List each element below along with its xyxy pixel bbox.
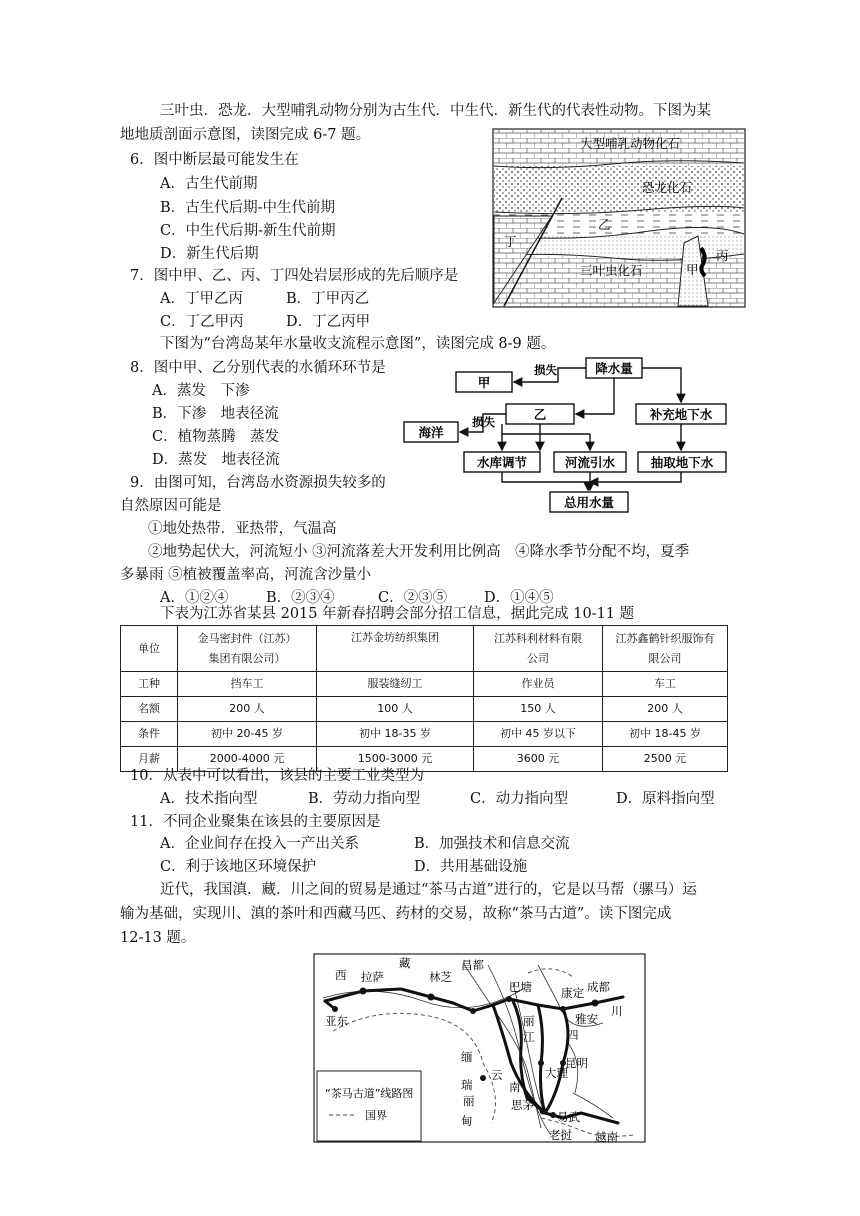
label-yi: 乙 bbox=[598, 217, 611, 232]
table-header: 月薪 bbox=[121, 747, 178, 772]
map-place: 缅 bbox=[461, 1050, 473, 1064]
table-cell: 初中 18-35 岁 bbox=[317, 722, 474, 747]
map-place: 西 bbox=[335, 968, 347, 982]
box-ocean: 海洋 bbox=[418, 425, 444, 440]
q9-option-c: C．②③⑤ bbox=[378, 590, 448, 606]
label-dinosaur-fossil: 恐龙化石 bbox=[642, 180, 693, 195]
map-place: 南 bbox=[509, 1080, 521, 1094]
table-cell: 2500 元 bbox=[603, 747, 728, 772]
table-cell: 初中 20-45 岁 bbox=[178, 722, 317, 747]
map-legend-title: “茶马古道”线路图 bbox=[325, 1087, 414, 1100]
table-cell: 作业员 bbox=[474, 672, 603, 697]
table-cell: 金马密封件（江苏） 集团有限公司） bbox=[178, 626, 317, 672]
map-place: 川 bbox=[611, 1004, 623, 1018]
table-cell: 3600 元 bbox=[474, 747, 603, 772]
q9-items-2: ②地势起伏大，河流短小 ③河流落差大开发利用比例高 ④降水季节分配不均，夏季 bbox=[148, 544, 690, 560]
intro-text-1b: 地地质剖面示意图，读图完成 6-7 题。 bbox=[120, 127, 371, 143]
map-place: 昆明 bbox=[565, 1056, 588, 1070]
q8-option-d: D．蒸发 地表径流 bbox=[152, 452, 280, 468]
map-place: 江 bbox=[523, 1030, 535, 1044]
label-bing: 丙 bbox=[716, 248, 729, 263]
map-place: 越南 bbox=[595, 1130, 618, 1144]
map-legend-border: 国界 bbox=[365, 1109, 387, 1122]
map-place: 大理 bbox=[545, 1066, 568, 1080]
map-place: 成都 bbox=[587, 980, 610, 994]
map-place: 雅安 bbox=[575, 1012, 598, 1026]
intro-text-3: 下表为江苏省某县 2015 年新春招聘会部分招工信息，据此完成 10-11 题 bbox=[160, 606, 635, 622]
table-row-conditions bbox=[121, 722, 728, 747]
table-cell: 2000-4000 元 bbox=[178, 747, 317, 772]
q7-option-b: B．丁甲丙乙 bbox=[286, 291, 370, 307]
map-place: 四 bbox=[567, 1028, 579, 1042]
map-place: 巴塘 bbox=[509, 980, 532, 994]
q9-stem-1: 9．由图可知，台湾岛水资源损失较多的 bbox=[130, 475, 386, 491]
box-recharge-groundwater: 补充地下水 bbox=[649, 407, 713, 422]
recruitment-table bbox=[120, 625, 728, 772]
box-pump-groundwater: 抽取地下水 bbox=[650, 455, 714, 470]
arrow-label-loss-1: 损失 bbox=[534, 363, 557, 377]
table-header: 名额 bbox=[121, 697, 178, 722]
label-trilobite-fossil: 三叶虫化石 bbox=[580, 263, 643, 278]
q10-option-b: B．劳动力指向型 bbox=[308, 791, 421, 807]
table-header: 工种 bbox=[121, 672, 178, 697]
q8-option-a: A．蒸发 下渗 bbox=[152, 383, 250, 399]
map-place: 林芝 bbox=[429, 970, 452, 984]
map-place: 易武 bbox=[557, 1110, 580, 1124]
box-yi: 乙 bbox=[533, 407, 547, 422]
map-place: 瑞 bbox=[461, 1078, 473, 1092]
box-total-water: 总用水量 bbox=[563, 495, 615, 510]
box-river-diversion: 河流引水 bbox=[564, 455, 616, 470]
table-header: 单位 bbox=[121, 626, 178, 672]
q6-option-b: B．古生代后期-中生代前期 bbox=[160, 200, 336, 216]
q10-stem: 10．从表中可以看出，该县的主要工业类型为 bbox=[130, 768, 424, 784]
map-place: 拉萨 bbox=[361, 970, 384, 984]
q7-option-c: C．丁乙甲丙 bbox=[160, 314, 244, 330]
q6-option-a: A．古生代前期 bbox=[160, 176, 258, 192]
q9-option-b: B．②③④ bbox=[266, 590, 335, 606]
map-place: 云 bbox=[491, 1068, 503, 1082]
map-place: 亚东 bbox=[325, 1014, 348, 1028]
table-cell: 1500-3000 元 bbox=[317, 747, 474, 772]
table-cell: 挡车工 bbox=[178, 672, 317, 697]
map-place: 甸 bbox=[461, 1114, 473, 1128]
box-reservoir: 水库调节 bbox=[476, 455, 528, 470]
map-place: 昌都 bbox=[461, 958, 484, 972]
intro-text-2: 下图为“台湾岛某年水量收支流程示意图”，读图完成 8-9 题。 bbox=[160, 336, 556, 352]
table-cell: 初中 18-45 岁 bbox=[603, 722, 728, 747]
map-place: 思茅 bbox=[511, 1098, 534, 1112]
q7-option-a: A．丁甲乙丙 bbox=[160, 291, 243, 307]
table-cell: 江苏科利材料有限 公司 bbox=[474, 626, 603, 672]
map-place: 藏 bbox=[399, 956, 411, 970]
table-cell: 150 人 bbox=[474, 697, 603, 722]
table-cell: 200 人 bbox=[603, 697, 728, 722]
q9-option-a: A．①②④ bbox=[160, 590, 229, 606]
q11-stem: 11．不同企业聚集在该县的主要原因是 bbox=[130, 814, 381, 830]
q11-option-d: D．共用基础设施 bbox=[414, 859, 528, 875]
intro-text-4c: 12-13 题。 bbox=[120, 930, 196, 946]
box-jia: 甲 bbox=[477, 375, 491, 390]
arrow-label-loss-2: 损失 bbox=[472, 415, 495, 429]
table-cell: 江苏金坊纺织集团 bbox=[317, 626, 474, 672]
q10-option-a: A．技术指向型 bbox=[160, 791, 258, 807]
table-cell: 江苏鑫鹤针织服饰有 限公司 bbox=[603, 626, 728, 672]
tea-horse-road-map bbox=[313, 953, 646, 1145]
label-mammal-fossil: 大型哺乳动物化石 bbox=[580, 136, 681, 151]
intro-text-4b: 输为基础，实现川、滇的茶叶和西藏马匹、药材的交易，故称“茶马古道”。读下图完成 bbox=[120, 906, 672, 922]
q6-stem: 6．图中断层最可能发生在 bbox=[130, 152, 299, 168]
label-ding: 丁 bbox=[504, 234, 517, 249]
table-row-job bbox=[121, 672, 728, 697]
q11-option-c: C．利于该地区环境保护 bbox=[160, 859, 317, 875]
geologic-profile-figure bbox=[492, 128, 746, 308]
table-cell: 服装缝纫工 bbox=[317, 672, 474, 697]
q8-stem: 8．图中甲、乙分别代表的水循环环节是 bbox=[130, 360, 386, 376]
q9-items-3: 多暴雨 ⑤植被覆盖率高，河流含沙量小 bbox=[120, 567, 372, 583]
table-header: 条件 bbox=[121, 722, 178, 747]
q10-option-c: C．动力指向型 bbox=[470, 791, 569, 807]
table-cell: 初中 45 岁以下 bbox=[474, 722, 603, 747]
map-place: 丽 bbox=[463, 1094, 475, 1108]
intro-text-1: 三叶虫．恐龙．大型哺乳动物分别为古生代．中生代．新生代的代表性动物。下图为某 bbox=[160, 103, 711, 119]
intro-text-4: 近代，我国滇．藏．川之间的贸易是通过“茶马古道”进行的，它是以马帮（骡马）运 bbox=[160, 882, 697, 898]
q8-option-c: C．植物蒸腾 蒸发 bbox=[152, 429, 280, 445]
q8-option-b: B．下渗 地表径流 bbox=[152, 406, 279, 422]
q11-option-b: B．加强技术和信息交流 bbox=[414, 836, 570, 852]
q9-items-1: ①地处热带．亚热带，气温高 bbox=[148, 521, 337, 537]
map-place: 丽 bbox=[523, 1014, 535, 1028]
q11-option-a: A．企业间存在投入一产出关系 bbox=[160, 836, 359, 852]
q7-stem: 7．图中甲、乙、丙、丁四处岩层形成的先后顺序是 bbox=[130, 268, 459, 284]
table-cell: 100 人 bbox=[317, 697, 474, 722]
table-row-quota bbox=[121, 697, 728, 722]
q10-option-d: D．原料指向型 bbox=[616, 791, 715, 807]
map-place: 康定 bbox=[561, 986, 584, 1000]
table-cell: 车工 bbox=[603, 672, 728, 697]
q6-option-c: C．中生代后期-新生代前期 bbox=[160, 223, 336, 239]
box-precipitation: 降水量 bbox=[595, 361, 633, 376]
water-flow-chart bbox=[398, 352, 738, 518]
q9-stem-2: 自然原因可能是 bbox=[120, 498, 222, 514]
map-place: 老挝 bbox=[549, 1128, 572, 1142]
q9-option-d: D．①④⑤ bbox=[484, 590, 554, 606]
q6-option-d: D．新生代后期 bbox=[160, 246, 259, 262]
label-jia: 甲 bbox=[686, 262, 699, 277]
table-cell: 200 人 bbox=[178, 697, 317, 722]
table-row-company bbox=[121, 626, 728, 672]
q7-option-d: D．丁乙丙甲 bbox=[286, 314, 371, 330]
